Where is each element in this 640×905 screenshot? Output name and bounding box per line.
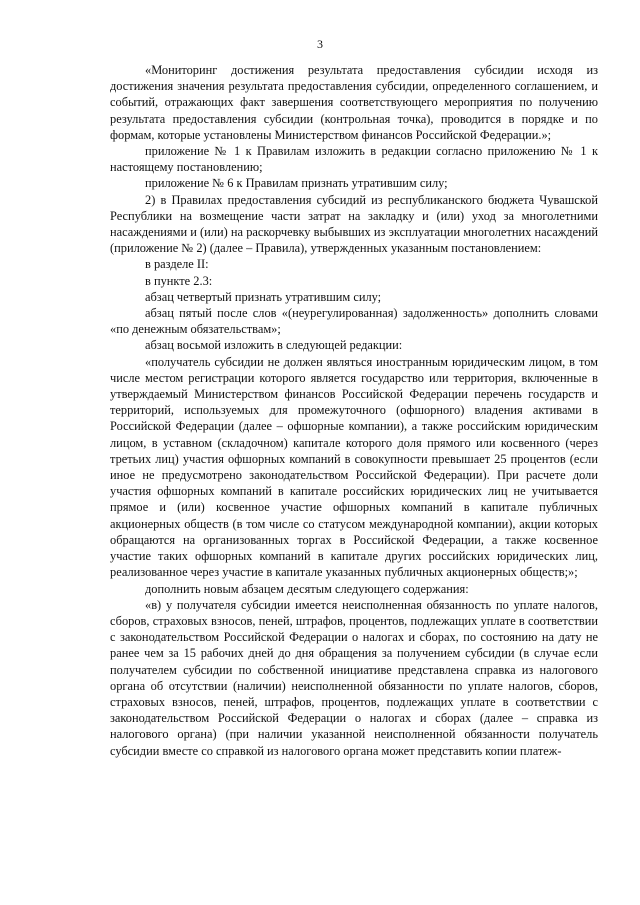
paragraph-item-2: 2) в Правилах предоставления субсидий из республиканского бюджета Чувашской Республики на возмещение части затрат на закладку и (или) уход за многолетними насаждениями и (или) на раскорчевку выбывших из эксплуатации многолетних насаждений (приложение № 2) (далее – Правила), утвержденных указанным постановлением:	[110, 192, 598, 256]
paragraph-abzac-10: дополнить новым абзацем десятым следующего содержания:	[145, 581, 469, 596]
paragraph-abzac-5: абзац пятый после слов «(неурегулированная) задолженность» дополнить словами «по денежным обязательствам»;	[110, 306, 598, 337]
paragraph-monitoring: «Мониторинг достижения результата предоставления субсидии исходя из достижения значения результата предоставления субсидии, определенного соглашением, и событий, отражающих факт завершения соответствующего мероприятия по получению результата предоставления субсидии (контрольная точка), проводится в порядке и по формам, которые установлены Министерством финансов Российской Федерации.»;	[110, 63, 598, 142]
paragraph-section-2: в разделе II:	[145, 257, 209, 272]
document-body	[110, 62, 598, 759]
paragraph-point-2-3: в пункте 2.3:	[145, 273, 213, 288]
page-number: 3	[317, 37, 323, 51]
paragraph-appendix-6: приложение № 6 к Правилам признать утратившим силу;	[145, 176, 448, 191]
paragraph-abzac-4: абзац четвертый признать утратившим силу;	[145, 289, 382, 304]
paragraph-abzac-8: абзац восьмой изложить в следующей редакции:	[145, 338, 403, 353]
paragraph-appendix-1: приложение № 1 к Правилам изложить в редакции согласно приложению № 1 к настоящему постановлению;	[110, 144, 598, 175]
paragraph-offshore-quote: «получатель субсидии не должен являться иностранным юридическим лицом, в том числе местом регистрации которого является государство или территория, включенные в утверждаемый Министерством финансов Российской Федерации перечень государств и территорий, используемых для промежуточного (офшорного) владения активами в Российской Федерации (далее – офшорные компании), а также российским юридическим лицом, в уставном (складочном) капитале которого доля прямого или косвенного (через третьих лиц) участия офшорных компаний в совокупности превышает 25 процентов (если иное не предусмотрено законодательством Российской Федерации). При расчете доли участия офшорных компаний в капитале российских юридических лиц не учитывается прямое и (или) косвенное участие офшорных компаний в капитале публичных акционерных обществ (в том числе со статусом международной компании), акции которых обращаются на организованных торгах в Российской Федерации, а также косвенное участие таких офшорных компаний в капитале других российских юридических лиц, реализованное через участие в капитале указанных публичных акционерных обществ;»;	[110, 354, 598, 580]
paragraph-tax-quote: «в) у получателя субсидии имеется неисполненная обязанность по уплате налогов, сборов, страховых взносов, пеней, штрафов, процентов, подлежащих уплате в соответствии с законодательством Российской Федерации о налогах и сборах, по состоянию на дату не ранее чем за 15 рабочих дней до дня обращения за получением субсидии (в случае если получателем субсидии по собственной инициативе представлена справка из налогового органа об отсутствии (наличии) неисполненной обязанности по уплате налогов, сборов, страховых взносов, пеней, штрафов, процентов, подлежащих уплате в соответствии с законодательством Российской Федерации о налогах и сборах (далее – справка из налогового органа) (при наличии указанной неисполненной обязанности получатель субсидии вместе со справкой из налогового органа может представить копии платеж-	[110, 597, 598, 758]
